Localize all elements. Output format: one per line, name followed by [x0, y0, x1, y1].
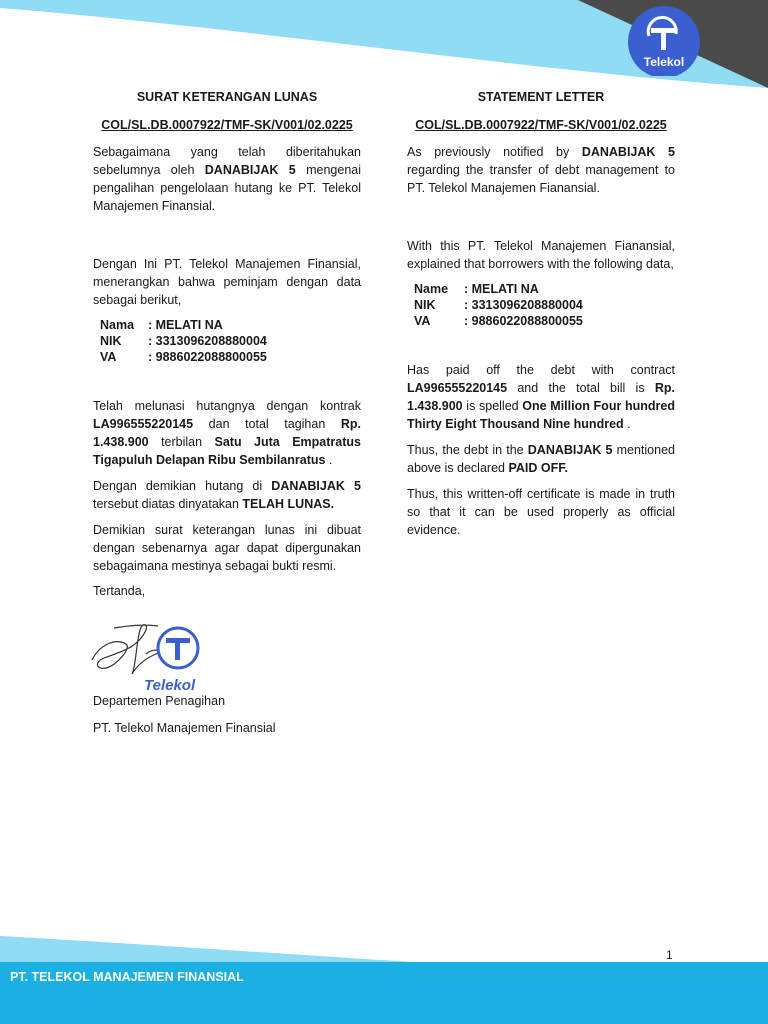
- left-ref-number: COL/SL.DB.0007922/TMF-SK/V001/02.0225: [101, 118, 353, 132]
- right-info-row-va: VA : 9886022088800055: [414, 314, 583, 328]
- left-paragraph-5: Demikian surat keterangan lunas ini dibuat dengan sebenarnya agar dapat dipergunakan sebagaimana mestinya sebagai bukti resmi.: [93, 523, 361, 573]
- logo-text: Telekol: [643, 55, 685, 69]
- stamp-t-stem: [175, 638, 180, 660]
- right-paragraph-4: Thus, the debt in the DANABIJAK 5 mentioned above is declared PAID OFF.: [407, 443, 675, 475]
- signature-stamp: [86, 608, 216, 698]
- company-name: PT. Telekol Manajemen Finansial: [93, 721, 276, 735]
- footer-company: PT. TELEKOL MANAJEMEN FINANSIAL: [10, 970, 244, 984]
- left-title: SURAT KETERANGAN LUNAS: [136, 90, 318, 104]
- page-number: 1: [666, 948, 673, 962]
- stamp-text: Telekol: [144, 677, 196, 694]
- left-info-row-va: VA : 9886022088800055: [100, 350, 267, 364]
- left-paragraph-2: Dengan Ini PT. Telekol Manajemen Finansial, menerangkan bahwa peminjam dengan data sebagai berikut,: [93, 257, 361, 307]
- left-paragraph-1: Sebagaimana yang telah diberitahukan sebelumnya oleh DANABIJAK 5 mengenai pengalihan pengelolaan hutang ke PT. Telekol Manajemen Finansial.: [93, 145, 362, 213]
- logo-t-stem: [661, 28, 666, 50]
- right-paragraph-2: With this PT. Telekol Manajemen Fianansial, explained that borrowers with the following data,: [407, 239, 675, 271]
- left-paragraph-3: Telah melunasi hutangnya dengan kontrak LA996555220145 dan total tagihan Rp. 1.438.900 terbilan Satu Juta Empatratus Tigapuluh Delapan Ribu Sembilanratus .: [93, 399, 361, 467]
- right-borrower-info: [414, 281, 589, 329]
- right-paragraph-5: Thus, this written-off certificate is made in truth so that it can be used properly as official evidence.: [407, 487, 675, 537]
- right-info-row-name: Name : MELATI NA: [414, 282, 539, 296]
- telekol-logo: [624, 6, 704, 76]
- handwritten-signature: [92, 625, 159, 674]
- left-info-row-nik: NIK : 3313096208880004: [100, 334, 267, 348]
- right-ref-number: COL/SL.DB.0007922/TMF-SK/V001/02.0225: [415, 118, 667, 132]
- right-column: [407, 88, 675, 547]
- right-paragraph-3: Has paid off the debt with contract LA996555220145 and the total bill is Rp. 1.438.900 is spelled One Million Four hundred Thirty Eight Thousand Nine hundred .: [407, 363, 675, 431]
- right-paragraph-1: As previously notified by DANABIJAK 5 regarding the transfer of debt management to PT. Telekol Manajemen Fianansial.: [407, 145, 676, 195]
- left-column: [93, 88, 361, 583]
- left-info-row-name: Nama : MELATI NA: [100, 318, 223, 332]
- right-info-row-nik: NIK : 3313096208880004: [414, 298, 583, 312]
- closing-text: Tertanda,: [93, 584, 146, 598]
- department-name: Departemen Penagihan: [93, 694, 226, 708]
- left-paragraph-4: Dengan demikian hutang di DANABIJAK 5 tersebut diatas dinyatakan TELAH LUNAS.: [93, 479, 361, 511]
- right-title: STATEMENT LETTER: [477, 90, 605, 104]
- left-borrower-info: [100, 317, 273, 365]
